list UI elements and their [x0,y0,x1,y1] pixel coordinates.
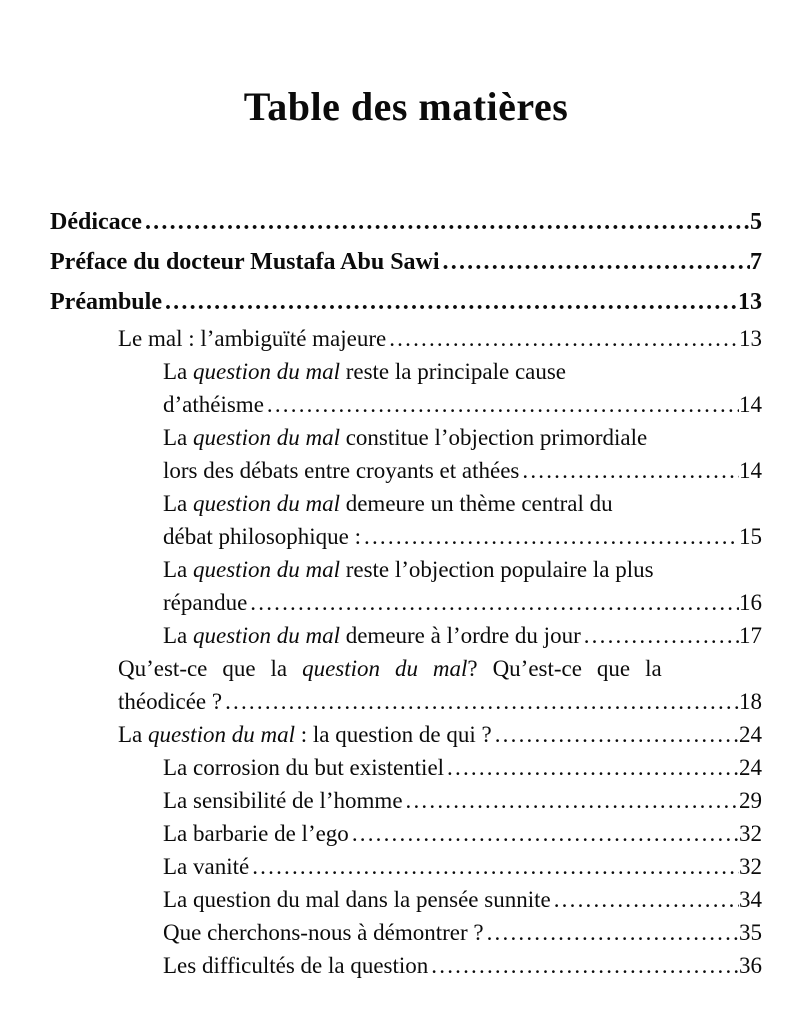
entry-text-segment: La [163,491,194,516]
toc-entry [50,751,762,784]
entry-text-segment: La vanité [163,854,250,879]
toc-entry [50,718,762,751]
entry-text-segment: d’athéisme [163,392,264,417]
entry-line [118,322,762,355]
toc-entry [50,949,762,982]
entry-text-segment: Préambule [50,289,162,315]
leader-dots [522,454,739,487]
leader-dots [554,883,739,916]
entry-text [163,619,581,652]
toc-entry [50,652,762,718]
page-number: 24 [739,755,762,780]
entry-text [50,202,142,242]
toc-entry [50,487,762,553]
entry-text-segment: La [163,623,194,648]
page-number: 13 [738,289,762,315]
entry-line [163,619,762,652]
entry-text [163,817,349,850]
toc-entry [50,355,762,421]
page-number: 36 [739,953,762,978]
entry-text-segment: lors des débats entre croyants et athées [163,458,520,483]
entry-line [163,421,762,454]
leader-dots [145,202,750,242]
toc-entry [50,817,762,850]
entry-text-italic: question du mal [193,425,340,450]
entry-line [50,242,762,282]
entry-text-segment: La [163,557,194,582]
entry-text-segment: Que cherchons-nous à démontrer ? [163,920,484,945]
entry-text [50,242,440,282]
page-number: 17 [739,623,762,648]
page-number: 18 [739,689,762,714]
toc-entry [50,202,762,242]
entry-text-segment: La question du mal dans la pensée sunnite [163,887,551,912]
page-number: 32 [739,821,762,846]
entry-line [163,553,762,586]
entry-line [163,454,762,487]
entry-text [118,656,662,681]
leader-dots [584,619,739,652]
entry-text-segment: reste l’objection populaire la plus [339,557,654,582]
entry-text-italic: question du mal [302,656,468,681]
page-number: 32 [739,854,762,879]
entry-text [163,491,613,516]
entry-text-segment: débat philosophique : [163,524,362,549]
entry-line [163,751,762,784]
entry-text-segment: reste la principale cause [339,359,567,384]
entry-text-segment: La corrosion du but existentiel [163,755,445,780]
entry-text [163,520,361,553]
entry-text [163,359,566,384]
entry-text [163,586,247,619]
entry-line [118,652,762,685]
entry-text-italic: question du mal [193,623,340,648]
leader-dots [487,916,739,949]
page-number: 29 [739,788,762,813]
entry-text [163,454,519,487]
page-number: 15 [739,524,762,549]
entry-text-segment: théodicée ? [118,689,223,714]
leader-dots [406,784,739,817]
toc-entry [50,619,762,652]
leader-dots [165,282,738,322]
entry-line [163,784,762,817]
leader-dots [495,718,739,751]
page-number: 14 [739,458,762,483]
toc-entry [50,421,762,487]
entry-line [163,949,762,982]
entry-line [50,282,762,322]
leader-dots [447,751,739,784]
entry-text [163,784,403,817]
entry-text [118,322,386,355]
entry-text-segment: Dédicace [50,209,142,235]
leader-dots [267,388,739,421]
entry-text-segment: Le mal : l’ambiguïté majeure [118,326,387,351]
toc-entry [50,242,762,282]
leader-dots [252,850,739,883]
page-number: 16 [739,590,762,615]
entry-line [163,487,762,520]
entry-text [118,685,222,718]
leader-dots [389,322,739,355]
entry-text [163,425,647,450]
entry-text [163,883,551,916]
leader-dots [364,520,739,553]
entry-text [163,949,428,982]
entry-line [118,718,762,751]
entry-text [163,916,484,949]
toc [50,202,762,982]
entry-line [163,850,762,883]
entry-text-segment: La sensibilité de l’homme [163,788,403,813]
page-number: 7 [750,249,762,275]
entry-text-segment: La [118,722,149,747]
entry-text-segment: demeure un thème central du [339,491,613,516]
entry-line [163,586,762,619]
entry-text-segment: La [163,425,194,450]
entry-text [163,557,654,582]
entry-text [163,751,444,784]
toc-entry [50,553,762,619]
entry-line [163,355,762,388]
entry-line [163,817,762,850]
toc-entry [50,916,762,949]
entry-text-italic: question du mal [193,491,340,516]
page-number: 34 [739,887,762,912]
entry-text-italic: question du mal [148,722,295,747]
entry-text [163,850,249,883]
leader-dots [352,817,739,850]
entry-line [163,883,762,916]
entry-text-italic: question du mal [193,557,340,582]
entry-text-segment: Les difficultés de la question [163,953,429,978]
entry-line [163,388,762,421]
page-number: 35 [739,920,762,945]
entry-text-segment: Qu’est-ce que la [118,656,303,681]
entry-text-segment: La barbarie de l’ego [163,821,349,846]
leader-dots [443,242,750,282]
entry-text [163,388,264,421]
entry-line [118,685,762,718]
page-number: 13 [739,326,762,351]
entry-text-segment: Préface du docteur Mustafa Abu Sawi [50,249,440,275]
leader-dots [431,949,739,982]
entry-line [163,520,762,553]
entry-line [163,916,762,949]
leader-dots [250,586,739,619]
toc-entry [50,784,762,817]
entry-text-segment: : la question de qui ? [294,722,492,747]
page-title: Table des matières [243,84,569,129]
page-number: 5 [750,209,762,235]
entry-text [118,718,492,751]
entry-text-segment: demeure à l’ordre du jour [339,623,581,648]
entry-text [50,282,162,322]
entry-text-italic: question du mal [193,359,340,384]
entry-line [50,202,762,242]
toc-entry [50,282,762,322]
toc-entry [50,850,762,883]
page-number: 14 [739,392,762,417]
entry-text-segment: La [163,359,194,384]
entry-text-segment: répandue [163,590,248,615]
page-number: 24 [739,722,762,747]
entry-text-segment: ? Qu’est-ce que la [467,656,662,681]
entry-text-segment: constitue l’objection primordiale [339,425,648,450]
leader-dots [225,685,739,718]
toc-entry [50,883,762,916]
toc-entry [50,322,762,355]
